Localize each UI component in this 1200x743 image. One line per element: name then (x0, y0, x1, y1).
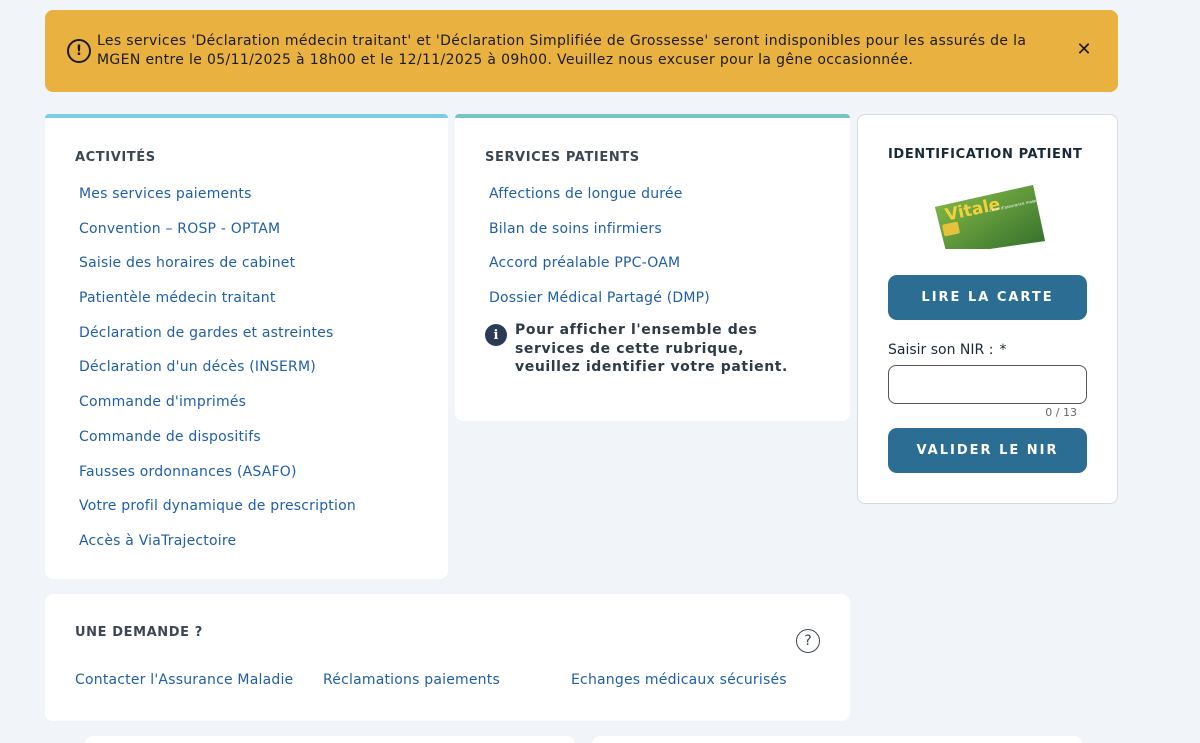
help-icon[interactable]: ? (796, 629, 820, 653)
demande-card (45, 594, 850, 721)
identification-title: IDENTIFICATION PATIENT (888, 147, 1083, 162)
identification-card (857, 114, 1118, 504)
nir-label (888, 342, 1006, 358)
alert-message: Les services 'Déclaration médecin traitant' et 'Déclaration Simplifiée de Grossesse' seront indisponibles pour les assurés de la MGEN entre le 05/11/2025 à 18h00 et le 12/11/2025 à 09h00. Veuillez nous excuser pour la gêne occasionnée. (97, 33, 1027, 68)
maintenance-alert (45, 10, 1118, 92)
activites-card (45, 114, 448, 579)
info-icon: i (485, 324, 507, 346)
services-list (489, 184, 710, 323)
read-card-button[interactable]: LIRE LA CARTE (888, 275, 1087, 320)
activites-title: ACTIVITÉS (75, 150, 156, 165)
activite-link[interactable]: Convention – ROSP - OPTAM (79, 220, 281, 237)
demande-link-contact[interactable]: Contacter l'Assurance Maladie (75, 672, 294, 688)
service-link[interactable]: Dossier Médical Partagé (DMP) (489, 290, 710, 307)
warning-icon: ! (67, 39, 91, 63)
demande-link-echanges[interactable]: Echanges médicaux sécurisés (571, 672, 787, 688)
activite-link[interactable]: Déclaration d'un décès (INSERM) (79, 359, 316, 376)
activite-link[interactable]: Fausses ordonnances (ASAFO) (79, 463, 297, 480)
bottom-card (592, 736, 1082, 743)
service-link[interactable]: Bilan de soins infirmiers (489, 220, 662, 237)
services-patients-card (455, 114, 850, 421)
activite-link[interactable]: Accès à ViaTrajectoire (79, 532, 237, 549)
activite-link[interactable]: Patientèle médecin traitant (79, 290, 276, 307)
activite-link[interactable]: Déclaration de gardes et astreintes (79, 324, 334, 341)
activite-link[interactable]: Saisie des horaires de cabinet (79, 255, 296, 272)
services-title: SERVICES PATIENTS (485, 150, 640, 165)
activite-link[interactable]: Commande de dispositifs (79, 428, 261, 445)
required-marker: * (999, 342, 1007, 358)
activite-link[interactable]: Mes services paiements (79, 186, 252, 202)
activites-list (79, 184, 356, 566)
nir-label-text: Saisir son NIR : (888, 342, 994, 358)
validate-nir-button[interactable]: VALIDER LE NIR (888, 428, 1087, 473)
vitale-card-icon (933, 185, 1045, 249)
activite-link[interactable]: Votre profil dynamique de prescription (79, 498, 356, 515)
service-link[interactable]: Affections de longue durée (489, 186, 683, 202)
service-link[interactable]: Accord préalable PPC-OAM (489, 255, 681, 272)
services-info-text: Pour afficher l'ensemble des services de cette rubrique, veuillez identifier votre patient. (515, 322, 788, 375)
demande-title: UNE DEMANDE ? (75, 625, 203, 640)
demande-link-reclamations[interactable]: Réclamations paiements (323, 672, 500, 688)
activite-link[interactable]: Commande d'imprimés (79, 394, 247, 411)
nir-input[interactable] (888, 365, 1087, 404)
vitale-card-label: Vitale (943, 194, 1003, 226)
nir-counter: 0 / 13 (1045, 406, 1077, 419)
close-icon[interactable]: ✕ (1076, 39, 1092, 60)
bottom-card (85, 736, 575, 743)
vitale-card-subtitle: carte d'assurance maladie (988, 196, 1042, 213)
